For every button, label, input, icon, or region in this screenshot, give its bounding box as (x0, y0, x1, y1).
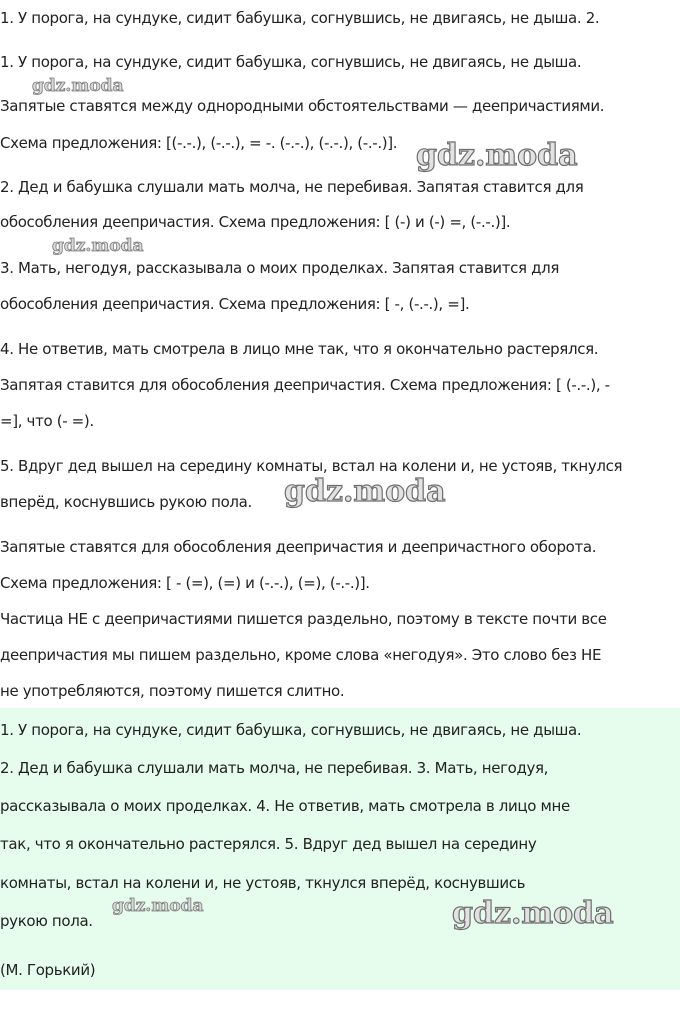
watermark-logo: gdz.moda (416, 138, 578, 173)
text-line: вперёд, коснувшись рукою пола. (0, 493, 252, 511)
text-line: 4. Не ответив, мать смотрела в лицо мне так, что я окончательно растерялся. (0, 340, 599, 358)
text-line: Запятые ставятся для обособления деепричастия и деепричастного оборота. (0, 538, 597, 556)
watermark-logo: gdz.moda (284, 474, 446, 509)
watermark-logo: gdz.moda (52, 236, 144, 256)
text-line: 1. У порога, на сундуке, сидит бабушка, согнувшись, не двигаясь, не дыша. (0, 53, 582, 71)
text-line: обособления деепричастия. Схема предложения: [ (-) и (-) =, (-.-.)]. (0, 213, 511, 231)
answer-line: рассказывала о моих проделках. 4. Не ответив, мать смотрела в лицо мне (0, 797, 570, 815)
text-line: Схема предложения: [ - (=), (=) и (-.-.), (=), (-.-.)]. (0, 574, 370, 592)
text-line: Запятая ставится для обособления деепричастия. Схема предложения: [ (-.-.), - (0, 376, 610, 394)
text-line: не употребляются, поэтому пишется слитно. (0, 682, 345, 700)
watermark-logo: gdz.moda (112, 896, 204, 916)
text-line: =], что (- =). (0, 412, 94, 430)
answer-line: комнаты, встал на колени и, не устояв, ткнулся вперёд, коснувшись (0, 874, 526, 892)
text-line: 2. Дед и бабушка слушали мать молча, не перебивая. Запятая ставится для (0, 178, 584, 196)
answer-line: 1. У порога, на сундуке, сидит бабушка, согнувшись, не двигаясь, не дыша. (0, 721, 582, 739)
text-line: Схема предложения: [(-.-.), (-.-.), = -. (-.-.), (-.-.), (-.-.)]. (0, 134, 398, 152)
answer-line: 2. Дед и бабушка слушали мать молча, не перебивая. 3. Мать, негодуя, (0, 759, 549, 777)
text-line: обособления деепричастия. Схема предложения: [ -, (-.-.), =]. (0, 295, 470, 313)
text-line: 1. У порога, на сундуке, сидит бабушка, согнувшись, не двигаясь, не дыша. 2. (0, 9, 600, 27)
text-line: Частица НЕ с деепричастиями пишется раздельно, поэтому в тексте почти все (0, 610, 607, 628)
text-line: Запятые ставятся между однородными обстоятельствами — деепричастиями. (0, 97, 605, 115)
answer-line: рукою пола. (0, 912, 93, 930)
text-line: деепричастия мы пишем раздельно, кроме слова «негодуя». Это слово без НЕ (0, 646, 602, 664)
watermark-logo: gdz.moda (452, 896, 614, 931)
answer-line: так, что я окончательно растерялся. 5. Вдруг дед вышел на середину (0, 835, 537, 853)
watermark-logo: gdz.moda (32, 76, 124, 96)
answer-attribution: (М. Горький) (0, 961, 96, 979)
text-line: 3. Мать, негодуя, рассказывала о моих проделках. Запятая ставится для (0, 259, 560, 277)
text-line: 5. Вдруг дед вышел на середину комнаты, встал на колени и, не устояв, ткнулся (0, 457, 623, 475)
